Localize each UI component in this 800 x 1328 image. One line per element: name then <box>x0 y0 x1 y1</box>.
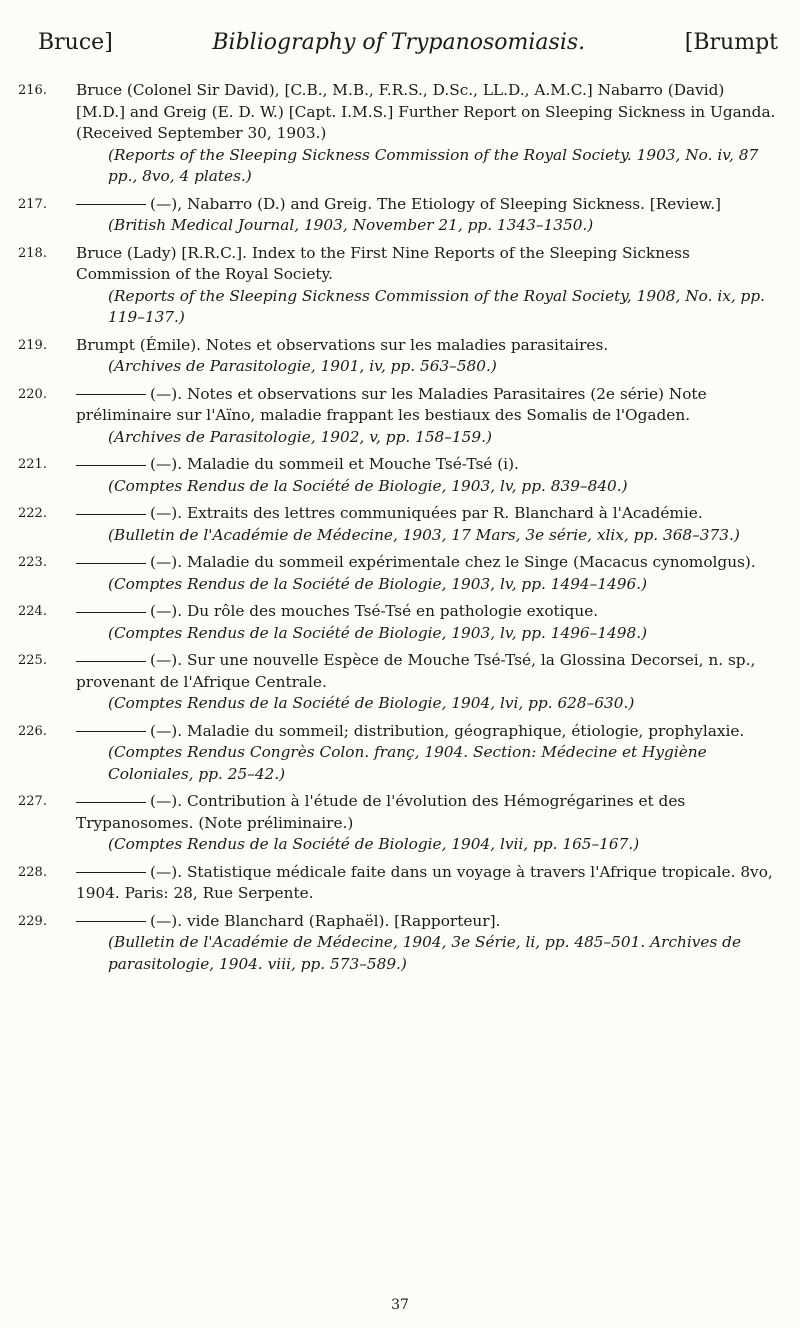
bibliography-entry <box>18 601 776 644</box>
bibliography-entry <box>18 243 776 329</box>
entry-number: 219. <box>18 337 47 353</box>
bibliography-entry <box>18 454 776 497</box>
entry-number: 229. <box>18 913 47 929</box>
ditto-rule <box>76 394 146 395</box>
entry-text-content: (—). Statistique médicale faite dans un voyage à travers l'Afrique tropicale. 8vo, 1904. Paris: 28, Rue Serpente. <box>76 862 773 902</box>
header-left: Bruce] <box>38 30 113 55</box>
entry-citation: (Comptes Rendus Congrès Colon. franç, 1904. Section: Médecine et Hygiène Coloniales, pp. 25–42.) <box>108 743 707 783</box>
entry-text: Bruce (Lady) [R.R.C.]. Index to the First Nine Reports of the Sleeping Sickness Commission of the Royal Society. <box>76 243 690 283</box>
ditto-rule <box>76 563 146 564</box>
entry-number: 218. <box>18 245 47 261</box>
entry-text <box>76 791 776 834</box>
bibliography-entry <box>18 911 776 976</box>
entry-citation: (Bulletin de l'Académie de Médecine, 1904, 3e Série, li, pp. 485–501. Archives de parasitologie, 1904. viii, pp. 573–589.) <box>108 933 742 973</box>
ditto-rule <box>76 661 146 662</box>
entry-number: 227. <box>18 794 47 809</box>
entry-text <box>76 601 776 623</box>
entry-text-content: (—). Du rôle des mouches Tsé-Tsé en pathologie exotique. <box>150 602 599 620</box>
entry-citation: (Bulletin de l'Académie de Médecine, 1903, 17 Mars, 3e série, xlix, pp. 368–373.) <box>108 525 740 544</box>
ditto-rule <box>76 731 146 732</box>
entry-number: 228. <box>18 864 47 880</box>
entry-text <box>76 911 776 933</box>
entry-number: 221. <box>18 457 47 472</box>
entry-text <box>76 384 776 427</box>
header-right: [Brumpt <box>684 30 778 55</box>
entry-text <box>76 650 776 693</box>
entry-text-content: (—). Extraits des lettres communiquées par R. Blanchard à l'Académie. <box>150 504 703 522</box>
ditto-rule <box>76 872 146 873</box>
entry-citation: (Comptes Rendus de la Société de Biologie, 1903, lv, pp. 1496–1498.) <box>108 623 648 642</box>
bibliography-entry <box>18 650 776 715</box>
entry-text-content: (—). Notes et observations sur les Maladies Parasitaires (2e série) Note préliminaire sur l'Aïno, maladie frappant les bestiaux des Somalis de l'Ogaden. <box>76 384 707 424</box>
entry-text-content: (—). Maladie du sommeil expérimentale chez le Singe (Macacus cynomolgus). <box>150 553 756 571</box>
ditto-rule <box>76 921 146 922</box>
bibliography-entry <box>18 335 776 378</box>
page-number: 37 <box>391 1297 409 1313</box>
bibliography-entry <box>18 862 776 905</box>
ditto-rule <box>76 514 146 515</box>
entry-text-content: (—). Sur une nouvelle Espèce de Mouche Tsé-Tsé, la Glossina Decorsei, n. sp., provenant de l'Afrique Centrale. <box>76 651 756 691</box>
entry-text-content: (—). vide Blanchard (Raphaël). [Rapporteur]. <box>150 911 501 930</box>
entry-citation: (Comptes Rendus de la Société de Biologie, 1904, lvi, pp. 628–630.) <box>108 694 635 712</box>
entry-text: Brumpt (Émile). Notes et observations sur les maladies parasitaires. <box>76 335 609 354</box>
entry-text <box>76 194 776 216</box>
entry-number: 222. <box>18 506 47 521</box>
entry-number: 224. <box>18 604 47 619</box>
bibliography-entry <box>18 503 776 546</box>
entry-citation: (Reports of the Sleeping Sickness Commission of the Royal Society, 1908, No. ix, pp. 119–137.) <box>108 286 766 326</box>
ditto-rule <box>76 465 146 466</box>
entry-number: 220. <box>18 386 47 402</box>
entry-citation: (Reports of the Sleeping Sickness Commission of the Royal Society. 1903, No. iv, 87 pp., 8vo, 4 plates.) <box>108 145 759 185</box>
entry-number: 225. <box>18 653 47 668</box>
header-title: Bibliography of Trypanosomiasis. <box>212 30 586 55</box>
ditto-rule <box>76 612 146 613</box>
entry-citation: (Comptes Rendus de la Société de Biologie, 1904, lvii, pp. 165–167.) <box>108 835 640 853</box>
bibliography-entry <box>18 194 776 237</box>
bibliography-entry <box>18 384 776 449</box>
ditto-rule <box>76 802 146 803</box>
entry-text <box>76 862 776 905</box>
entry-text <box>76 721 776 743</box>
entry-number: 217. <box>18 196 47 212</box>
entry-citation: (Archives de Parasitologie, 1902, v, pp. 158–159.) <box>108 427 492 446</box>
entry-text-content: (—), Nabarro (D.) and Greig. The Etiology of Sleeping Sickness. [Review.] <box>150 194 722 213</box>
ditto-rule <box>76 204 146 205</box>
entry-text <box>76 454 776 476</box>
entry-citation: (Archives de Parasitologie, 1901, iv, pp. 563–580.) <box>108 357 497 375</box>
bibliography-entry <box>18 721 776 786</box>
entry-text <box>76 552 776 574</box>
entry-citation: (Comptes Rendus de la Société de Biologie, 1903, lv, pp. 1494–1496.) <box>108 574 648 593</box>
entry-number: 226. <box>18 723 47 739</box>
bibliography-entry <box>18 80 776 188</box>
entry-text-content: (—). Maladie du sommeil et Mouche Tsé-Tsé (i). <box>150 455 519 473</box>
entry-number: 216. <box>18 83 47 98</box>
entry-citation: (Comptes Rendus de la Société de Biologie, 1903, lv, pp. 839–840.) <box>108 476 628 495</box>
running-header <box>38 30 778 55</box>
entry-text-content: (—). Maladie du sommeil; distribution, géographique, étiologie, prophylaxie. <box>150 721 745 740</box>
bibliography-list <box>0 80 800 981</box>
entry-text: Bruce (Colonel Sir David), [C.B., M.B., F.R.S., D.Sc., LL.D., A.M.C.] Nabarro (David) [M.D.] and Greig (E. D. W.) [Capt. I.M.S.] Further Report on Sleeping Sickness in Uganda. (Received September 30, 1903.) <box>76 81 776 142</box>
entry-text-content: (—). Contribution à l'étude de l'évolution des Hémogrégarines et des Trypanosomes. (Note préliminaire.) <box>76 792 686 832</box>
entry-number: 223. <box>18 555 47 570</box>
bibliography-entry <box>18 552 776 595</box>
bibliography-entry <box>18 791 776 856</box>
entry-text <box>76 503 776 525</box>
entry-citation: (British Medical Journal, 1903, November 21, pp. 1343–1350.) <box>108 216 594 234</box>
